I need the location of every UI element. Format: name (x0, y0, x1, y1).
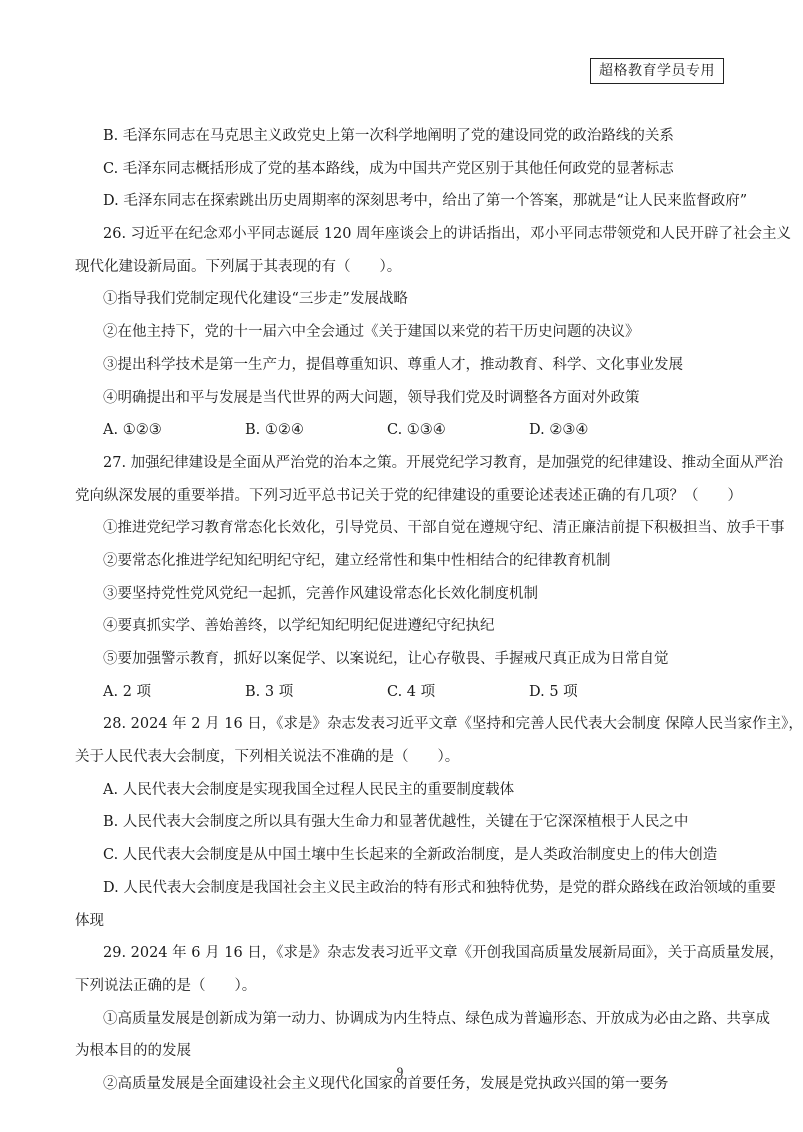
q27-item-3: ③要坚持党性党风党纪一起抓，完善作风建设常态化长效化制度机制 (103, 585, 538, 602)
q27-option-d: D. 5 项 (529, 683, 578, 700)
q26-item-2: ②在他主持下，党的十一届六中全会通过《关于建国以来党的若干历史问题的决议》 (103, 324, 640, 341)
q26-option-d: D. ②③④ (529, 422, 589, 439)
q27-option-b: B. 3 项 (245, 683, 294, 700)
q27-stem-line2: 党向纵深发展的重要举措。下列习近平总书记关于党的纪律建设的重要论述表述正确的有几项？（ ） (75, 487, 742, 504)
q29-item-1-line1: ①高质量发展是创新成为第一动力、协调成为内生特点、绿色成为普遍形态、开放成为必由之路、共享成 (103, 1010, 770, 1027)
q26-item-4: ④明确提出和平与发展是当代世界的两大问题，领导我们党及时调整各方面对外政策 (103, 389, 640, 406)
q27-item-4: ④要真抓实学、善始善终，以学纪知纪明纪促进遵纪守纪执纪 (103, 618, 495, 635)
page-content (75, 126, 803, 1107)
q28-stem-line2: 关于人民代表大会制度，下列相关说法不准确的是（ ）。 (75, 749, 460, 766)
q26-options (103, 420, 703, 441)
q26-stem-line1: 26. 习近平在纪念邓小平同志诞辰 120 周年座谈会上的讲话指出，邓小平同志带领党和人民开辟了社会主义 (103, 226, 792, 243)
q26-item-3: ③提出科学技术是第一生产力，提倡尊重知识、尊重人才，推动教育、科学、文化事业发展 (103, 356, 683, 373)
q27-item-5: ⑤要加强警示教育，抓好以案促学、以案说纪，让心存敬畏、手握戒尺真正成为日常自觉 (103, 651, 669, 667)
q29-item-2: ②高质量发展是全面建设社会主义现代化国家的首要任务，发展是党执政兴国的第一要务 (103, 1075, 669, 1092)
q25-option-c: C. 毛泽东同志概括形成了党的基本路线，成为中国共产党区别于其他任何政党的显著标志 (103, 160, 674, 177)
q28-option-d-line2: 体现 (75, 912, 104, 929)
q27-option-a: A. 2 项 (103, 683, 152, 700)
q26-option-a: A. ①②③ (103, 422, 162, 439)
q28-stem-line1: 28. 2024 年 2 月 16 日，《求是》杂志发表习近平文章《坚持和完善人民代表大会制度 保障人民当家作主》， (103, 716, 803, 733)
q27-stem-line1: 27. 加强纪律建设是全面从严治党的治本之策。开展党纪学习教育，是加强党的纪律建设、推动全面从严治 (103, 454, 784, 471)
q28-option-b: B. 人民代表大会制度之所以具有强大生命力和显著优越性，关键在于它深深植根于人民之中 (103, 814, 689, 831)
q26-item-1: ①指导我们党制定现代化建设“三步走”发展战略 (103, 291, 408, 308)
q26-stem-line2: 现代化建设新局面。下列属于其表现的有（ ）。 (75, 258, 402, 275)
q28-option-a: A. 人民代表大会制度是实现我国全过程人民民主的重要制度载体 (103, 781, 515, 798)
q27-item-2: ②要常态化推进学纪知纪明纪守纪，建立经常性和集中性相结合的纪律教育机制 (103, 552, 611, 569)
q27-item-1: ①推进党纪学习教育常态化长效化，引导党员、干部自觉在遵规守纪、清正廉洁前提下积极担当、放手干事 (103, 520, 785, 537)
q25-option-b: B. 毛泽东同志在马克思主义政党史上第一次科学地阐明了党的建设同党的政治路线的关系 (103, 128, 674, 144)
q27-options (103, 682, 703, 703)
q28-option-c: C. 人民代表大会制度是从中国土壤中生长起来的全新政治制度，是人类政治制度史上的伟大创造 (103, 847, 718, 864)
header-tag: 超格教育学员专用 (590, 58, 724, 84)
q26-option-b: B. ①②④ (245, 422, 304, 439)
page-number: 9 (396, 1064, 404, 1079)
q28-option-d-line1: D. 人民代表大会制度是我国社会主义民主政治的特有形式和独特优势，是党的群众路线在政治领域的重要 (103, 879, 776, 896)
q29-stem-line2: 下列说法正确的是（ ）。 (75, 977, 257, 994)
q26-option-c: C. ①③④ (387, 422, 446, 439)
q29-stem-line1: 29. 2024 年 6 月 16 日，《求是》杂志发表习近平文章《开创我国高质量发展新局面》，关于高质量发展， (103, 945, 784, 962)
q29-item-1-line2: 为根本目的的发展 (75, 1043, 191, 1060)
q25-option-d: D. 毛泽东同志在探索跳出历史周期率的深刻思考中，给出了第一个答案，那就是“让人民来监督政府” (103, 193, 748, 210)
q27-option-c: C. 4 项 (387, 683, 436, 700)
